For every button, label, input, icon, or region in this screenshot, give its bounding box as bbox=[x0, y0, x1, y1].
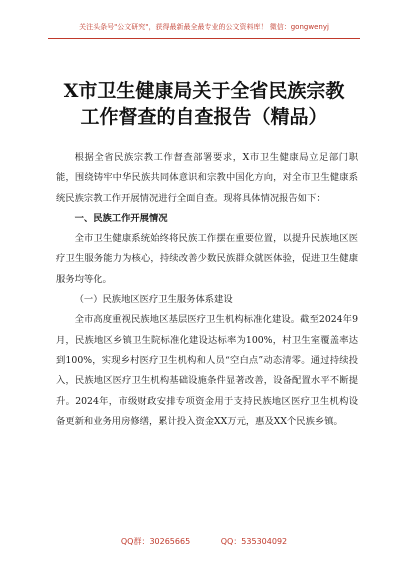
subsection-heading-1: （一）民族地区医疗卫生服务体系建设 bbox=[74, 294, 233, 306]
footer-qq: QQ：535304092 bbox=[220, 537, 288, 546]
title-line-2: 工作督查的自查报告（精品） bbox=[80, 106, 328, 128]
footer-qq-group: QQ群：30265665 bbox=[120, 537, 191, 546]
document-title bbox=[40, 78, 368, 130]
body-paragraph: 全市高度重视民族地区基层医疗卫生机构标准化建设。截至2024年9月，民族地区乡镇卫生院标准化建设达标率为100%，村卫生室覆盖率达到100%，实现乡村医疗卫生机构和人员“空白点”动态清零。通过持续投入，民族地区医疗卫生机构基础设施条件显著改善，设备配置水平不断提升。2024年，市级财政安排专项资金用于支持民族地区医疗卫生机构设备更新和业务用房修缮，累计投入资金XX万元，惠及XX个民族乡镇。 bbox=[56, 314, 358, 427]
section-heading-1: 一、民族工作开展情况 bbox=[74, 212, 168, 224]
body-paragraph: 全市卫生健康系统始终将民族工作摆在重要位置，以提升民族地区医疗卫生服务能力为核心，持续改善少数民族群众就医体验，促进卫生健康服务均等化。 bbox=[56, 233, 358, 285]
header-note: 关注头条号"公文研究"，获得最新最全最专业的公文资料库！ 微信：gongwenyj bbox=[79, 23, 329, 31]
header-divider bbox=[48, 38, 360, 39]
title-line-1: X市卫生健康局关于全省民族宗教 bbox=[63, 80, 345, 102]
footer-contact bbox=[0, 536, 408, 547]
intro-paragraph: 根据全省民族宗教工作督查部署要求，X市卫生健康局立足部门职能，围绕铸牢中华民族共同体意识和宗教中国化方向，对全市卫生健康系统民族宗教工作开展情况进行全面自查。现将具体情况报告如下： bbox=[56, 152, 358, 204]
document-body bbox=[56, 148, 358, 432]
